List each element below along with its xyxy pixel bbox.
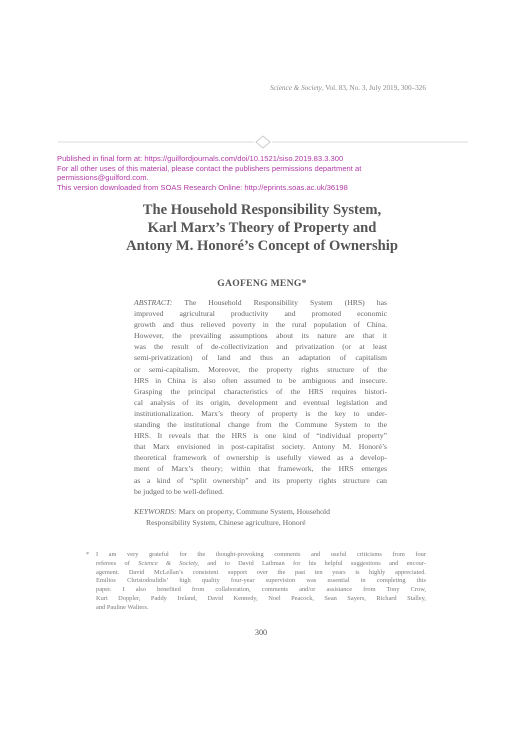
footnote-line: referees of Science & Society, and to David Laibman for his helpful suggestions and encour- [96,559,426,567]
keywords-line: Responsibility System, Chinese agriculture, Honoré [146,518,306,528]
abstract-line: HRS in China is also often assumed to be ambiguous and insecure. [134,375,387,385]
title-line: Karl Marx’s Theory of Property and [147,220,377,237]
notice-line: Published in final form at: https://guilfordjournals.com/doi/10.1521/siso.2019.83.3.300 [57,154,344,163]
running-head [270,84,426,92]
abstract-line: semi-privatization) of land and thus an adaptation of capitalism [134,353,387,363]
abstract-line: as a kind of “split ownership” and its property rights structure can [134,475,387,485]
abstract-line: or semi-capitalism. Moreover, the property rights structure of the [134,364,387,374]
abstract-line: Grasping the principal characteristics of the HRS requires histori- [134,386,387,396]
abstract-line: ABSTRACT: The Household Responsibility System (HRS) has [134,298,387,307]
footnote-line: Kurt Doppler, Paddy Ireland, David Kennedy, Noel Peacock, Sean Sayers, Richard Stalley, [96,594,426,602]
author-name: GAOFENG MENG* [217,278,307,289]
abstract-line: was the result of de-collectivization and privatization (or at least [134,342,387,352]
page-number: 300 [254,628,268,637]
title-line: The Household Responsibility System, [142,202,382,218]
notice-line: permissions@guilford.com. [57,173,149,183]
abstract-label: ABSTRACT: [134,298,173,307]
journal-name: Science & Society, [138,559,199,567]
title-line: Antony M. Honoré’s Concept of Ownership [126,238,398,255]
footnote [86,551,426,613]
article-title [57,201,467,256]
publication-notice [57,154,477,192]
footnote-line: and Pauline Walters. [96,603,149,611]
keywords-label: KEYWORDS: [134,507,177,516]
keywords-line: KEYWORDS: Marx on property, Commune System, Household [134,507,330,516]
ornament-rule [58,135,468,149]
diamond-ornament-icon [256,136,270,148]
footnote-line: I am very grateful for the thought-provoking comments and useful criticisms from four [96,551,426,558]
abstract-line: that Marx envisioned in post-capitalist society. Antony M. Honoré’s [134,442,387,452]
abstract-line: standing the institutional change from the Commune System to the [134,420,387,430]
notice-line: For all other uses of this material, please contact the publishers permissions department at [57,163,362,173]
abstract-line: cal analysis of its origin, development and eventual legislation and [134,397,387,407]
abstract-line: institutionalization. Marx’s theory of property is the key to under- [134,408,387,418]
footnote-marker: * [86,551,90,558]
abstract-line: growth and thus relieved poverty in the rural population of China. [134,320,387,330]
keywords [134,506,387,528]
abstract-line: ment of Marx’s theory; within that framework, the HRS emerges [134,464,387,474]
abstract-line: be judged to be well-defined. [134,486,224,496]
footnote-line: paper. I also benefited from collaboration, comments and/or assistance from Tony Crow, [96,586,426,594]
abstract-line: theoretical framework of ownership is usefully viewed as a develop- [134,453,387,463]
abstract-line: improved agricultural productivity and promoted economic [134,309,387,319]
abstract [134,297,387,497]
journal-name: Science & Society [269,84,322,92]
issue-info: , Vol. 83, No. 3, July 2019, 300–326 [321,84,426,92]
notice-line: This version downloaded from SOAS Research Online: http://eprints.soas.ac.uk/36198 [57,182,348,192]
footnote-line: agement. David McLellan’s consistent support over the past ten years is highly appreciated. [96,568,426,576]
abstract-line: However, the prevailing assumptions about its nature are that it [134,331,387,341]
abstract-line: HRS. It reveals that the HRS is one kind of “individual property” [134,431,387,441]
footnote-line: Emilios Christodoulidis’ high quality four-year supervision was essential in completing this [96,577,426,585]
